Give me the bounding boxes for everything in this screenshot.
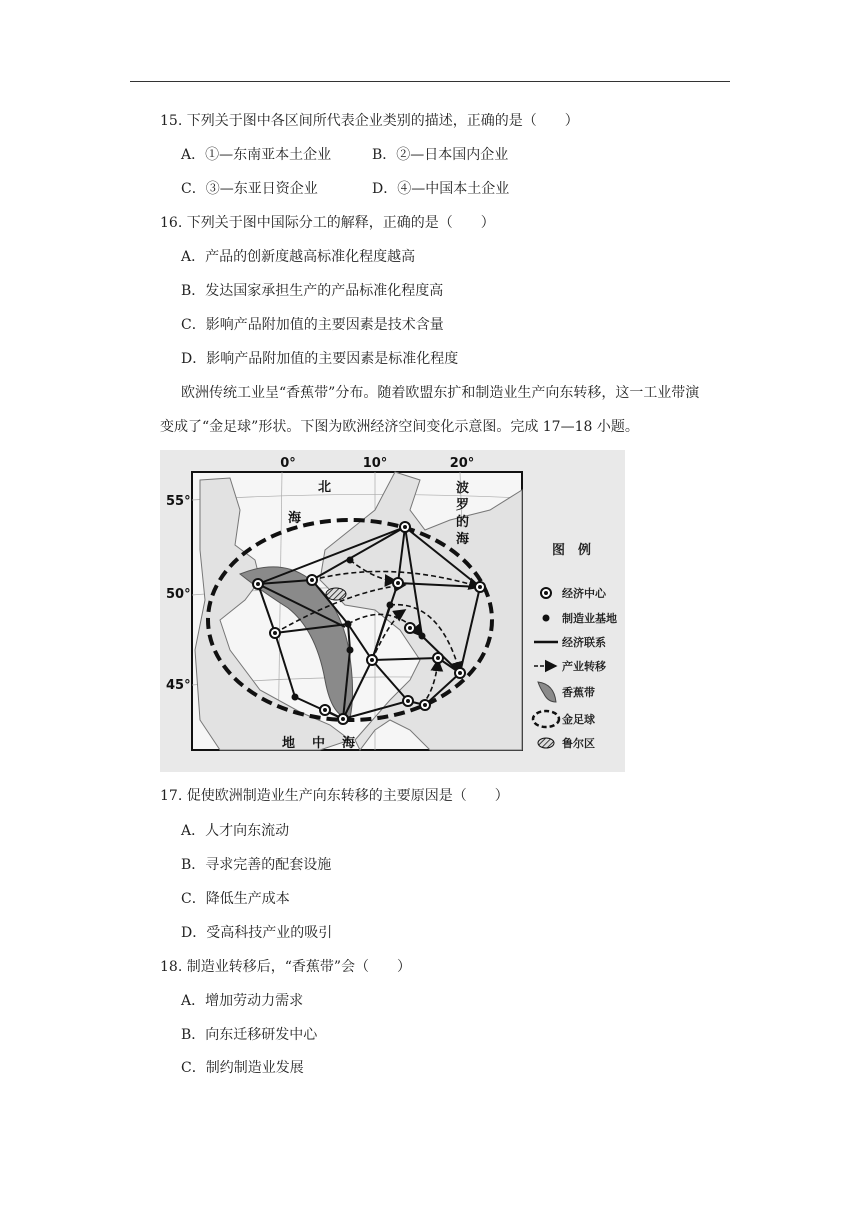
legend-golden-football: 金足球: [562, 713, 595, 726]
legend-economic-center: 经济中心: [562, 587, 606, 600]
europe-economic-space-map: [160, 450, 625, 772]
q16-stem: 16. 下列关于图中国际分工的解释，正确的是（ ）: [160, 215, 495, 231]
legend-manufacturing-base-symbol: [543, 615, 550, 622]
lon-label-10: 10°: [362, 456, 388, 471]
q16-option-b: B．发达国家承担生产的产品标准化程度高: [181, 283, 444, 299]
q17-option-a: A．人才向东流动: [181, 823, 290, 839]
legend-transfer: 产业转移: [562, 660, 606, 673]
q17-option-b: B．寻求完善的配套设施: [181, 857, 332, 873]
legend-title: 图 例: [552, 543, 592, 558]
baltic-label-4: 海: [456, 532, 470, 547]
north-sea-label-1: 北: [318, 480, 332, 495]
lon-label-0: 0°: [280, 456, 296, 471]
passage-line-2: 变成了“金足球”形状。下图为欧洲经济空间变化示意图。完成 17—18 小题。: [160, 419, 639, 435]
lat-label-50: 50°: [166, 587, 191, 602]
passage-line-1: 欧洲传统工业呈“香蕉带”分布。随着欧盟东扩和制造业生产向东转移，这一工业带演: [181, 385, 700, 401]
q15-stem: 15. 下列关于图中各区间所代表企业类别的描述，正确的是（ ）: [160, 113, 579, 129]
q16-option-a: A．产品的创新度越高标准化程度越高: [181, 249, 416, 265]
q15-option-c: C．③—东亚日资企业: [181, 181, 318, 197]
baltic-label-1: 波: [456, 481, 470, 496]
lon-label-20: 20°: [449, 456, 475, 471]
legend-banana-belt: 香蕉带: [562, 686, 595, 699]
q15-option-a: A．①—东南亚本土企业: [181, 147, 332, 163]
legend-ruhr-symbol: [538, 738, 554, 748]
baltic-label-2: 罗: [456, 498, 470, 513]
top-rule: [130, 81, 730, 82]
legend-economic-link: 经济联系: [562, 636, 606, 649]
q17-stem: 17. 促使欧洲制造业生产向东转移的主要原因是（ ）: [160, 788, 509, 804]
q17-option-c: C．降低生产成本: [181, 891, 290, 907]
q18-option-a: A．增加劳动力需求: [181, 993, 304, 1009]
med-label-1: 地: [282, 736, 296, 751]
q17-option-d: D．受高科技产业的吸引: [181, 925, 333, 941]
baltic-label-3: 的: [456, 515, 470, 530]
ruhr-region: [326, 588, 346, 600]
lat-label-55: 55°: [166, 494, 191, 509]
lat-label-45: 45°: [166, 678, 191, 693]
q18-stem: 18. 制造业转移后，“香蕉带”会（ ）: [160, 959, 412, 975]
legend-ruhr: 鲁尔区: [562, 737, 595, 750]
legend-economic-center-dot: [544, 591, 548, 595]
q16-option-c: C．影响产品附加值的主要因素是技术含量: [181, 317, 444, 333]
q18-option-b: B．向东迁移研发中心: [181, 1027, 318, 1043]
q16-option-d: D．影响产品附加值的主要因素是标准化程度: [181, 351, 459, 367]
legend-manufacturing-base: 制造业基地: [562, 612, 617, 625]
q15-option-d: D．④—中国本土企业: [372, 181, 510, 197]
med-label-3: 海: [342, 736, 356, 751]
q15-option-b: B．②—日本国内企业: [372, 147, 509, 163]
q18-option-c: C．制约制造业发展: [181, 1060, 304, 1076]
med-label-2: 中: [312, 736, 326, 751]
north-sea-label-2: 海: [288, 511, 302, 526]
